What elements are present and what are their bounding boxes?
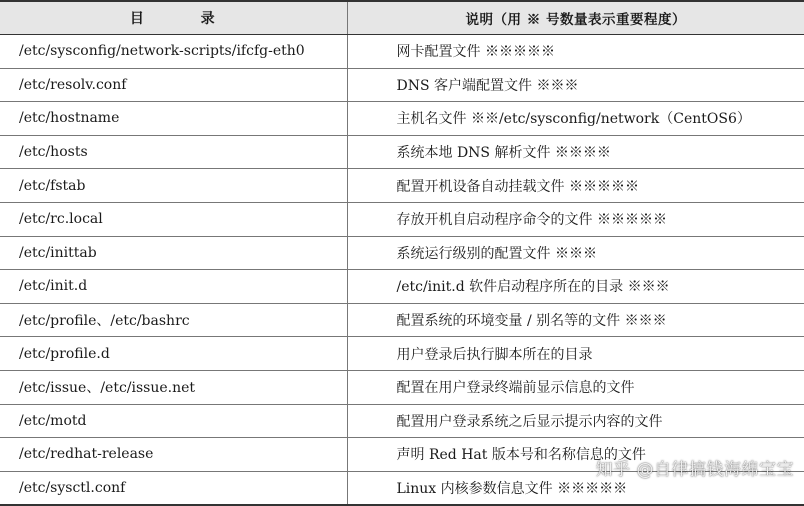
row-description: 配置在用户登录终端前显示信息的文件 [347, 370, 804, 404]
table-row [0, 135, 804, 169]
row-description: 存放开机自启动程序命令的文件 ※※※※※ [347, 202, 804, 236]
table-row [0, 35, 804, 69]
row-description: 系统运行级别的配置文件 ※※※ [347, 236, 804, 270]
row-description: 配置用户登录系统之后显示提示内容的文件 [347, 404, 804, 438]
row-description: DNS 客户端配置文件 ※※※ [347, 68, 804, 102]
row-path: /etc/motd [0, 404, 347, 438]
row-path: /etc/redhat-release [0, 438, 347, 472]
header-description: 说明（用 ※ 号数量表示重要程度） [347, 1, 804, 35]
row-path: /etc/issue、/etc/issue.net [0, 370, 347, 404]
row-description: 主机名文件 ※※/etc/sysconfig/network（CentOS6） [347, 102, 804, 136]
row-description: 系统本地 DNS 解析文件 ※※※※ [347, 135, 804, 169]
row-path: /etc/inittab [0, 236, 347, 270]
row-path: /etc/init.d [0, 270, 347, 304]
row-path: /etc/resolv.conf [0, 68, 347, 102]
row-path: /etc/sysconfig/network-scripts/ifcfg-eth0 [0, 35, 347, 69]
table-row [0, 337, 804, 371]
row-path: /etc/rc.local [0, 202, 347, 236]
zhihu-watermark: 知乎 @自律搞钱海绵宝宝 [595, 460, 794, 480]
row-description: 配置系统的环境变量 / 别名等的文件 ※※※ [347, 303, 804, 337]
row-path: /etc/hostname [0, 102, 347, 136]
table-row [0, 102, 804, 136]
row-path: /etc/profile.d [0, 337, 347, 371]
row-description: /etc/init.d 软件启动程序所在的目录 ※※※ [347, 270, 804, 304]
row-description: Linux 内核参数信息文件 ※※※※※ [347, 471, 804, 505]
table-header-row [0, 1, 804, 35]
table-row [0, 202, 804, 236]
table-row [0, 303, 804, 337]
table-row [0, 169, 804, 203]
row-description: 用户登录后执行脚本所在的目录 [347, 337, 804, 371]
row-description: 声明 Red Hat 版本号和名称信息的文件 [347, 438, 804, 472]
row-path: /etc/profile、/etc/bashrc [0, 303, 347, 337]
row-description: 配置开机设备自动挂载文件 ※※※※※ [347, 169, 804, 203]
header-path: 目 录 [0, 1, 347, 35]
row-path: /etc/hosts [0, 135, 347, 169]
table-row [0, 471, 804, 505]
table-row [0, 404, 804, 438]
table-row [0, 68, 804, 102]
table-row [0, 370, 804, 404]
table-row [0, 236, 804, 270]
table-row [0, 438, 804, 472]
row-path: /etc/fstab [0, 169, 347, 203]
row-description: 网卡配置文件 ※※※※※ [347, 35, 804, 69]
table-row [0, 270, 804, 304]
row-path: /etc/sysctl.conf [0, 471, 347, 505]
